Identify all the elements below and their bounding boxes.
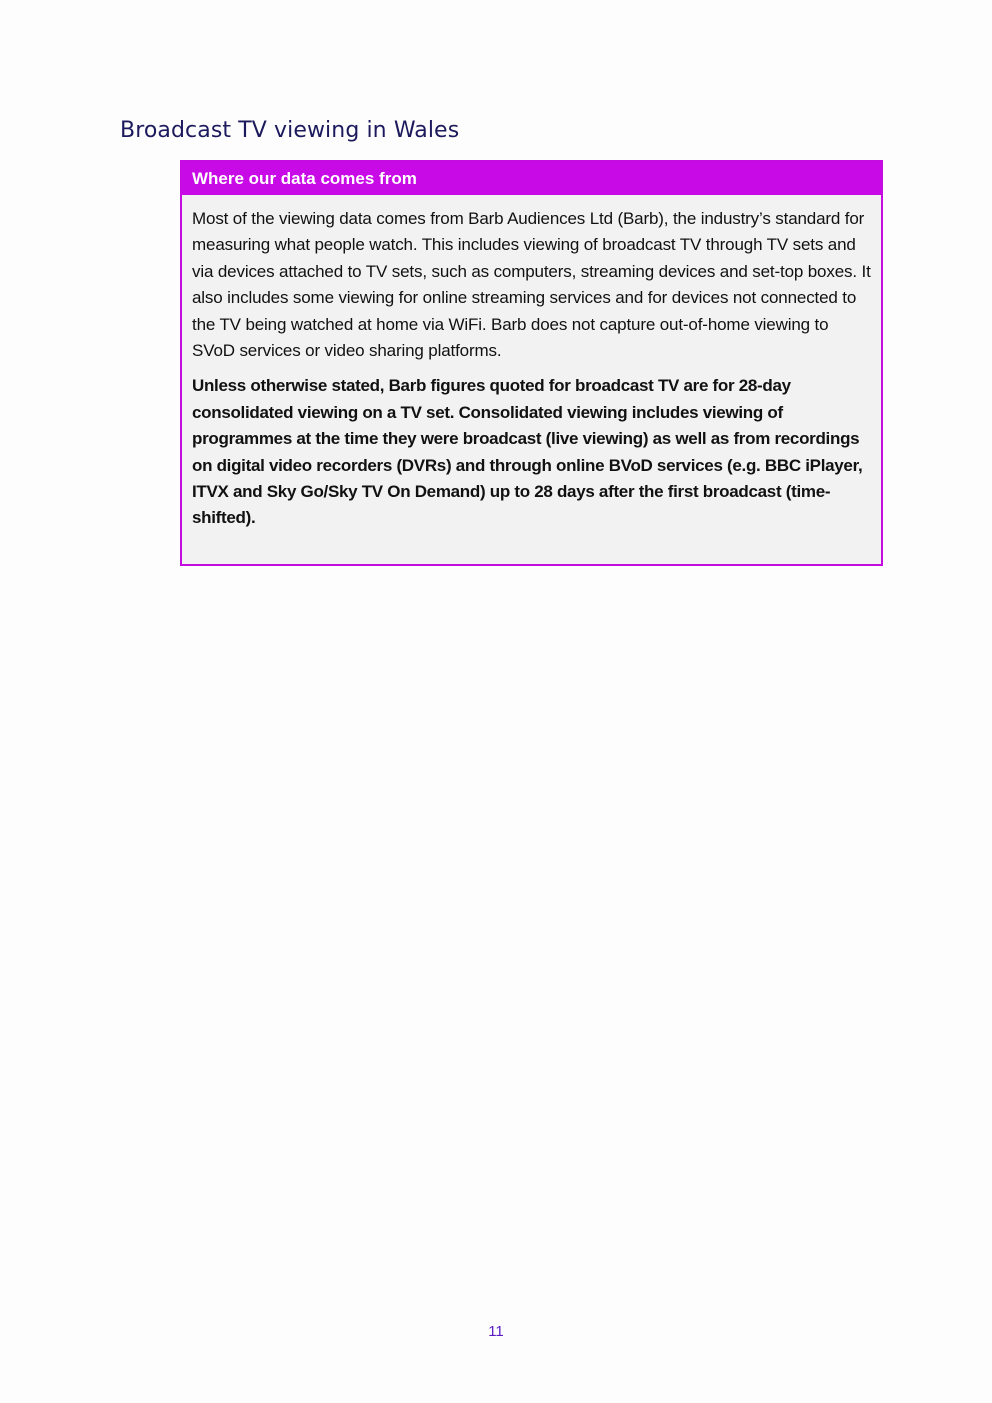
data-source-info-box <box>180 160 883 566</box>
info-box-body <box>182 195 881 532</box>
info-box-title: Where our data comes from <box>182 162 881 195</box>
info-box-paragraph-2: Unless otherwise stated, Barb figures quoted for broadcast TV are for 28-day consolidated viewing on a TV set. Consolidated viewing includes viewing of programmes at the time they were broadcast (live viewing) as well as from recordings on digital video recorders (DVRs) and through online BVoD services (e.g. BBC iPlayer, ITVX and Sky Go/Sky TV On Demand) up to 28 days after the first broadcast (time-shifted). <box>192 376 863 528</box>
page-number: 11 <box>488 1323 504 1340</box>
section-heading: Broadcast TV viewing in Wales <box>120 118 460 143</box>
info-box-paragraph-1: Most of the viewing data comes from Barb Audiences Ltd (Barb), the industry’s standard for measuring what people watch. This includes viewing of broadcast TV through TV sets and via devices attached to TV sets, such as computers, streaming devices and set-top boxes. It also includes some viewing for online streaming services and for devices not connected to the TV being watched at home via WiFi. Barb does not capture out-of-home viewing to SVoD services or video sharing platforms. <box>192 209 871 361</box>
